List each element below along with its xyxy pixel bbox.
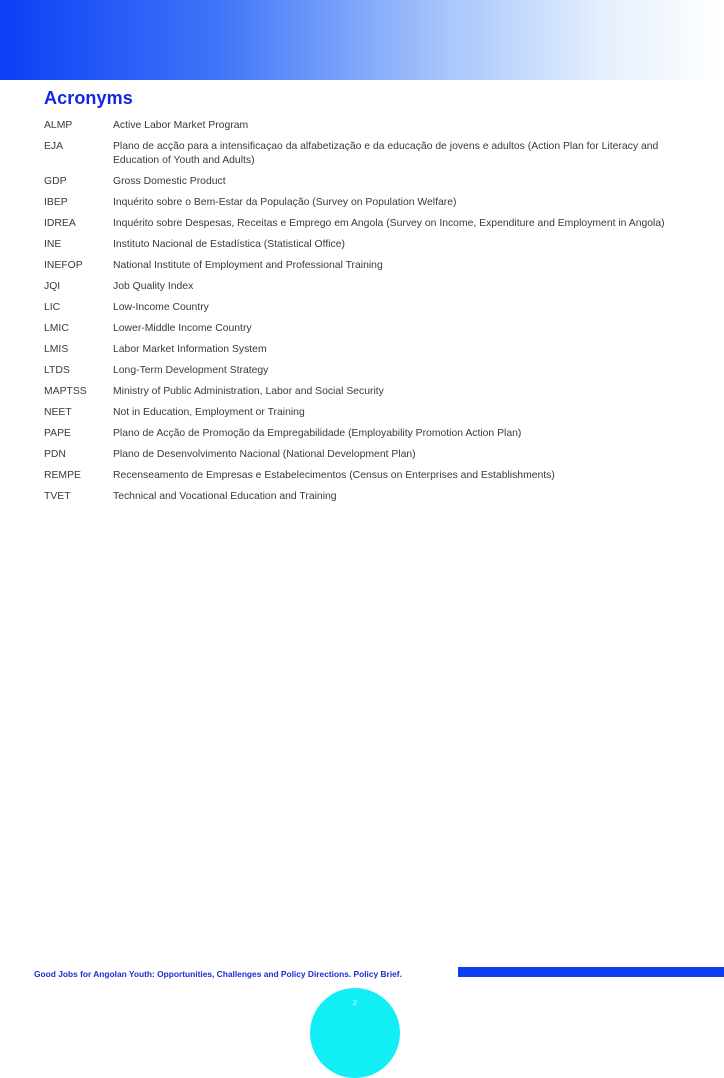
acronym-definition: Ministry of Public Administration, Labor and Social Security [113,386,384,397]
acronym-definition: Recenseamento de Empresas e Estabelecimentos (Census on Enterprises and Establishments) [113,470,555,481]
acronym-definition: Gross Domestic Product [113,176,226,187]
page-number-badge [310,988,400,1078]
acronym-definition: Plano de acção para a intensificaçao da alfabetização e da educação de jovens e adultos (Action Plan for Literacy and Education of Youth and Adults) [113,141,659,166]
footer-bar [458,967,724,977]
acronym-row [44,406,690,420]
acronym-abbreviation: LTDS [44,365,70,376]
acronym-abbreviation: REMPE [44,470,81,481]
acronym-definition: Plano de Desenvolvimento Nacional (National Development Plan) [113,449,416,460]
acronym-row [44,364,690,378]
acronym-definition: Plano de Acção de Promoção da Empregabilidade (Employability Promotion Action Plan) [113,428,522,439]
acronym-abbreviation: PAPE [44,428,71,439]
acronym-definition: Low-Income Country [113,302,209,313]
acronym-list [44,119,690,511]
acronym-row [44,175,690,189]
acronym-definition: Inquérito sobre o Bem-Estar da População (Survey on Population Welfare) [113,197,457,208]
acronym-definition: Long-Term Development Strategy [113,365,269,376]
acronym-definition: Not in Education, Employment or Training [113,407,305,418]
acronym-abbreviation: JQI [44,281,61,292]
acronym-abbreviation: IBEP [44,197,68,208]
acronym-abbreviation: GDP [44,176,67,187]
acronym-abbreviation: IDREA [44,218,76,229]
acronym-abbreviation: PDN [44,449,66,460]
acronym-definition: Active Labor Market Program [113,120,249,131]
acronym-row [44,448,690,462]
acronym-definition: Job Quality Index [113,281,194,292]
acronym-abbreviation: EJA [44,141,64,152]
acronym-abbreviation: NEET [44,407,72,418]
page-title: Acronyms [44,88,133,108]
acronym-definition: Technical and Vocational Education and Training [113,491,337,502]
acronym-abbreviation: INEFOP [44,260,83,271]
acronym-definition: Instituto Nacional de Estadística (Statistical Office) [113,239,345,250]
acronym-row [44,490,690,504]
acronym-row [44,385,690,399]
acronym-abbreviation: LMIS [44,344,69,355]
acronym-definition: National Institute of Employment and Professional Training [113,260,383,271]
acronym-row [44,196,690,210]
acronym-abbreviation: TVET [44,491,71,502]
acronym-row [44,259,690,273]
acronym-row [44,238,690,252]
footer-document-title: Good Jobs for Angolan Youth: Opportunities, Challenges and Policy Directions. Policy Brief. [34,969,402,979]
acronym-row [44,119,690,133]
page-number: 2 [353,1000,357,1007]
acronym-row [44,280,690,294]
acronym-abbreviation: MAPTSS [44,386,87,397]
acronym-abbreviation: INE [44,239,62,250]
acronym-abbreviation: ALMP [44,120,73,131]
acronym-row [44,322,690,336]
acronym-abbreviation: LIC [44,302,61,313]
acronym-row [44,427,690,441]
acronym-abbreviation: LMIC [44,323,69,334]
acronym-definition: Lower-Middle Income Country [113,323,252,334]
acronym-row [44,217,690,231]
acronym-definition: Inquérito sobre Despesas, Receitas e Emprego em Angola (Survey on Income, Expenditure and Employment in Angola) [113,218,665,229]
acronym-definition: Labor Market Information System [113,344,267,355]
acronym-row [44,343,690,357]
acronym-row [44,469,690,483]
header-gradient-band [0,0,724,80]
acronym-row [44,140,690,168]
acronym-row [44,301,690,315]
